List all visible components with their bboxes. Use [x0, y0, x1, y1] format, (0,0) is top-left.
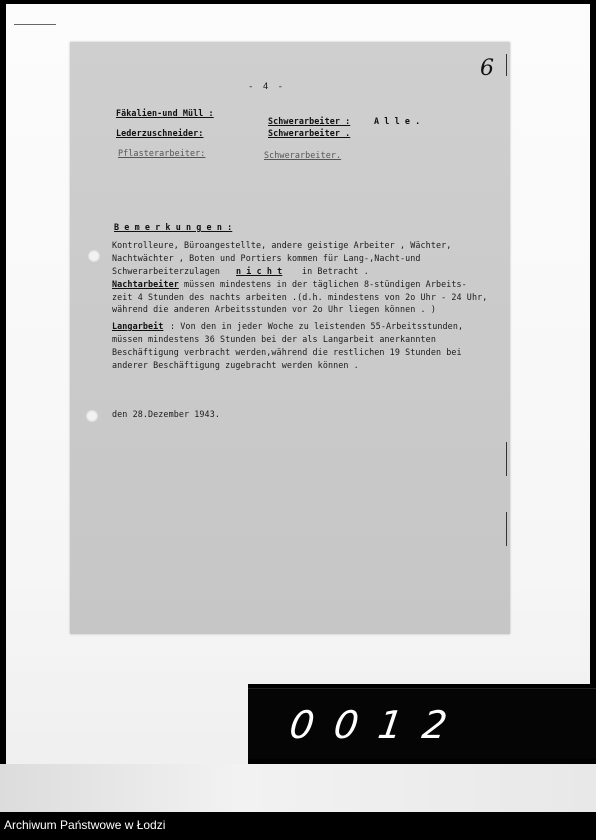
frame-tick-mark — [14, 24, 56, 25]
remark-line-7: : Von den in jeder Woche zu leistenden 55-Arbeitsstunden, — [170, 321, 464, 331]
row-1-right: Schwerarbeiter : — [268, 116, 351, 126]
row-3-right: Schwerarbeiter. — [264, 150, 342, 160]
punch-hole-lower — [86, 410, 98, 422]
remark-line-3c: in Betracht . — [302, 266, 369, 276]
handwritten-page-number: 6 — [480, 56, 494, 81]
remark-line-3a: Schwerarbeiterzulagen — [112, 266, 220, 276]
margin-mark-top — [506, 54, 507, 76]
nachtarbeiter-term: Nachtarbeiter — [112, 279, 179, 289]
remark-line-5: zeit 4 Stunden des nachts arbeiten .(d.h. mindestens von 2o Uhr - 24 Uhr, — [112, 292, 488, 302]
page-marker: - 4 - — [248, 82, 286, 92]
footer-bar — [0, 812, 596, 840]
langarbeit-term: Langarbeit — [112, 321, 164, 331]
punch-hole-upper — [88, 250, 100, 262]
row-1-extra: A l l e . — [374, 116, 421, 126]
margin-mark-middle — [506, 442, 507, 476]
remark-nicht: n i c h t — [236, 266, 283, 276]
archive-name: Archiwum Państwowe w Łodzi — [4, 818, 166, 832]
remark-line-1: Kontrolleure, Büroangestellte, andere geistige Arbeiter , Wächter, — [112, 240, 452, 250]
lower-margin — [0, 764, 596, 812]
remark-line-4: müssen mindestens in der täglichen 8-stündigen Arbeits- — [184, 279, 467, 289]
margin-mark-lower — [506, 512, 507, 546]
document-sheet — [70, 42, 510, 634]
date-line: den 28.Dezember 1943. — [112, 409, 220, 419]
row-1-left: Fäkalien-und Müll : — [116, 108, 214, 118]
remark-line-9: Beschäftigung verbracht werden,während die restlichen 19 Stunden bei — [112, 347, 462, 357]
row-2-right: Schwerarbeiter . — [268, 128, 351, 138]
film-label-inner — [248, 688, 596, 759]
row-3-left: Pflasterarbeiter: — [118, 148, 206, 158]
remark-line-10: anderer Beschäftigung zugebracht werden können . — [112, 360, 359, 370]
remark-line-6: während die anderen Arbeitsstunden vor 2o Uhr liegen können . ) — [112, 304, 436, 314]
frame-number: 0012 — [286, 703, 470, 747]
film-frame-label — [248, 684, 596, 764]
row-2-left: Lederzuschneider: — [116, 128, 204, 138]
remark-line-2: Nachtwächter , Boten und Portiers kommen für Lang-,Nacht-und — [112, 253, 421, 263]
remarks-heading: B e m e r k u n g e n : — [114, 222, 233, 232]
remark-line-8: müssen mindestens 36 Stunden bei der als Langarbeit anerkannten — [112, 334, 436, 344]
